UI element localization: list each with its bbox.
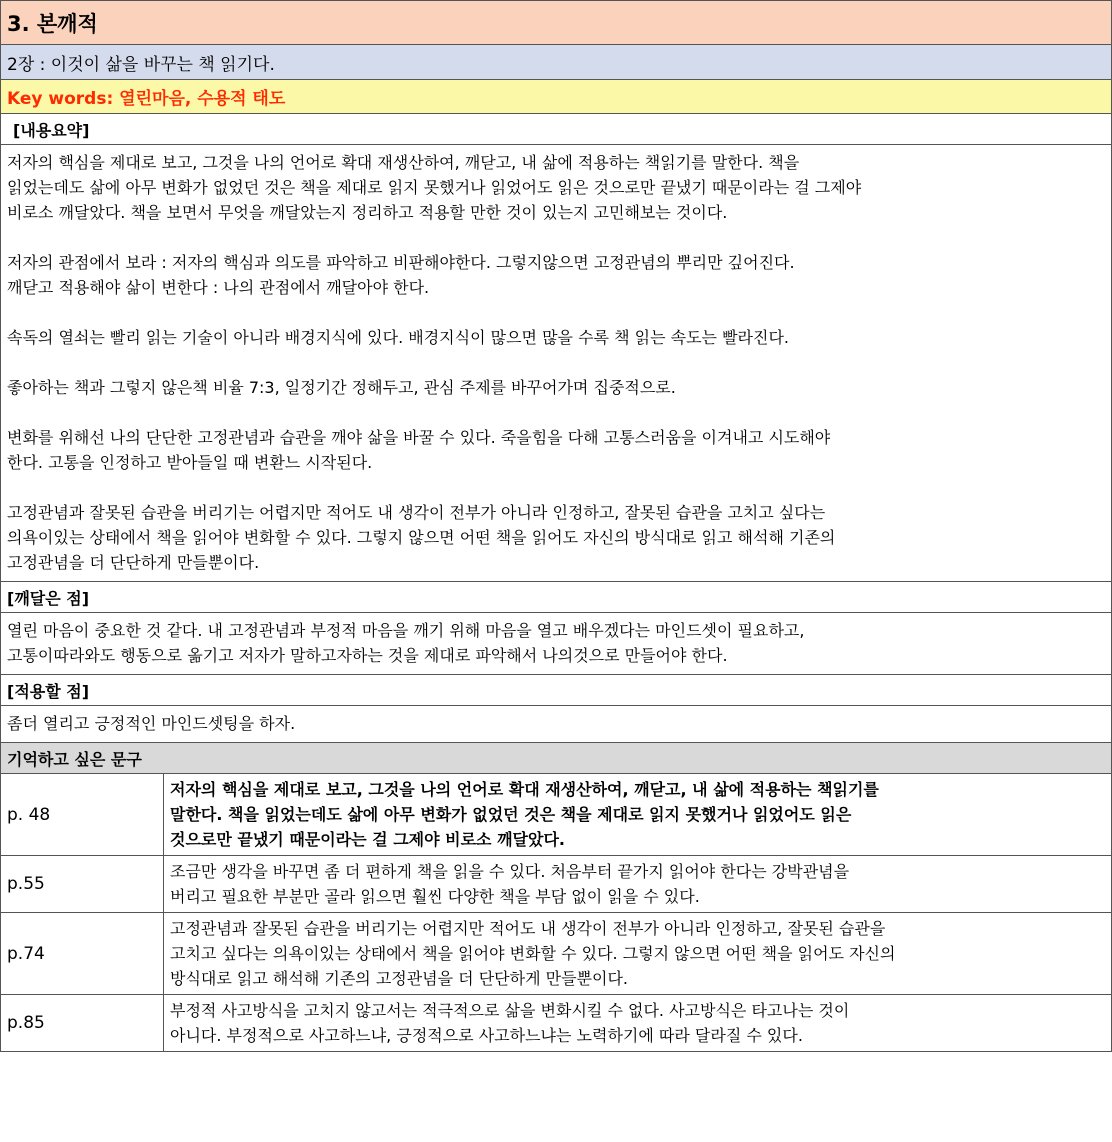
quote-row (1, 913, 1111, 995)
summary-paragraph: 좋아하는 책과 그렇지 않은책 비율 7:3, 일정기간 정해두고, 관심 주제를 바꾸어가며 집중적으로. (7, 378, 676, 397)
summary-paragraph: 변화를 위해선 나의 단단한 고정관념과 습관을 깨야 삶을 바꿀 수 있다. 죽을힘을 다해 고통스러움을 이겨내고 시도해야 한다. 고통을 인정하고 받아들일 때 변환느 시작된다. (7, 428, 831, 472)
summary-paragraph: 고정관념과 잘못된 습관을 버리기는 어렵지만 적어도 내 생각이 전부가 아니라 인정하고, 잘못된 습관을 고치고 싶다는 의욕이있는 상태에서 책을 읽어야 변화할 수 있다. 그렇지 않으면 어떤 책을 읽어도 자신의 방식대로 읽고 해석해 기존의 고정관념을 더 단단하게 만들뿐이다. (7, 503, 836, 572)
quote-row (1, 856, 1111, 913)
quote-page: p.55 (1, 856, 164, 912)
keywords-text: Key words: 열린마음, 수용적 태도 (7, 89, 286, 109)
chapter-text: 2장 : 이것이 삶을 바꾸는 책 읽기다. (7, 54, 275, 75)
summary-paragraph: 속독의 열쇠는 빨리 읽는 기술이 아니라 배경지식에 있다. 배경지식이 많으면 많을 수록 책 읽는 속도는 빨라진다. (7, 328, 789, 347)
realization-body (1, 613, 1111, 675)
summary-paragraph: 저자의 관점에서 보라 : 저자의 핵심과 의도를 파악하고 비판해야한다. 그렇지않으면 고정관념의 뿌리만 깊어진다. 깨닫고 적용해야 삶이 변한다 : 나의 관점에서 깨달아야 한다. (7, 253, 795, 297)
section-title-text: 3. 본깨적 (7, 11, 98, 36)
application-body (1, 706, 1111, 743)
realization-heading: [깨달은 점] (7, 588, 90, 608)
summary-paragraph: 저자의 핵심을 제대로 보고, 그것을 나의 언어로 확대 재생산하여, 깨닫고, 내 삶에 적용하는 책읽기를 말한다. 책을 읽었는데도 삶에 아무 변화가 없었던 것은 책을 제대로 읽지 못했거나 읽었어도 읽은 것으로만 끝냈기 때문이라는 걸 그제야 비로소 깨달았다. 책을 보면서 무엇을 깨달았는지 정리하고 적용할 만한 것이 있는지 고민해보는 것이다. (7, 153, 862, 222)
realization-heading-row (1, 582, 1111, 613)
application-heading: [적용할 점] (7, 681, 90, 701)
quote-text: 저자의 핵심을 제대로 보고, 그것을 나의 언어로 확대 재생산하여, 깨닫고, 내 삶에 적용하는 책읽기를 말한다. 책을 읽었는데도 삶에 아무 변화가 없었던 것은 책을 제대로 읽지 못했거나 읽었어도 읽은 것으로만 끝냈기 때문이라는 걸 그제야 비로소 깨달았다. (170, 780, 879, 849)
quote-page: p.74 (1, 913, 164, 994)
application-text: 좀더 열리고 긍정적인 마인드셋팅을 하자. (7, 714, 296, 733)
realization-text: 열린 마음이 중요한 것 같다. 내 고정관념과 부정적 마음을 깨기 위해 마음을 열고 배우겠다는 마인드셋이 필요하고, 고통이따라와도 행동으로 옮기고 저자가 말하고자하는 것을 제대로 파악해서 나의것으로 만들어야 한다. (7, 621, 805, 665)
chapter-row (1, 45, 1111, 80)
section-title (1, 1, 1111, 45)
quote-page: p.85 (1, 995, 164, 1051)
quote-page: p. 48 (1, 774, 164, 855)
summary-body (1, 145, 1111, 582)
quote-row (1, 995, 1111, 1052)
summary-heading-row (1, 114, 1111, 145)
application-heading-row (1, 675, 1111, 706)
quote-text: 부정적 사고방식을 고치지 않고서는 적극적으로 삶을 변화시킬 수 없다. 사고방식은 타고나는 것이 아니다. 부정적으로 사고하느냐, 긍정적으로 사고하느냐는 노력하기에 따라 달라질 수 있다. (170, 1001, 850, 1045)
quotes-heading-row (1, 743, 1111, 774)
quotes-heading: 기억하고 싶은 문구 (7, 749, 142, 769)
quote-text: 조금만 생각을 바꾸면 좀 더 편하게 책을 읽을 수 있다. 처음부터 끝가지 읽어야 한다는 강박관념을 버리고 필요한 부분만 골라 읽으면 훨씬 다양한 책을 부담 없이 읽을 수 있다. (170, 862, 850, 906)
quote-text: 고정관념과 잘못된 습관을 버리기는 어렵지만 적어도 내 생각이 전부가 아니라 인정하고, 잘못된 습관을 고치고 싶다는 의욕이있는 상태에서 책을 읽어야 변화할 수 있다. 그렇지 않으면 어떤 책을 읽어도 자신의 방식대로 읽고 해석해 기존의 고정관념을 더 단단하게 만들뿐이다. (170, 919, 896, 988)
quote-row (1, 774, 1111, 856)
summary-heading: [내용요약] (13, 120, 90, 140)
keywords-row (1, 80, 1111, 114)
